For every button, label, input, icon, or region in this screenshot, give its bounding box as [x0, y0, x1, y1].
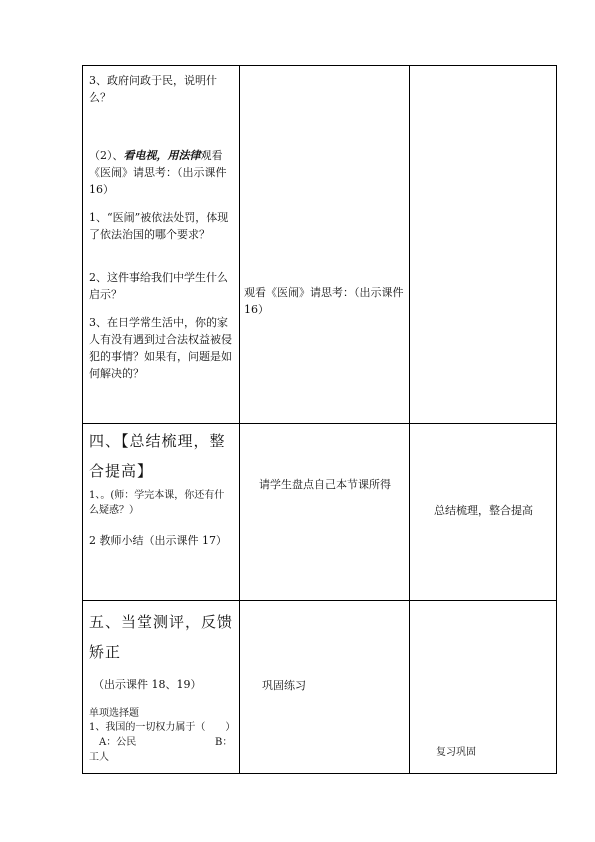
question-text: 2、这件事给我们中学生什么启示？	[89, 271, 228, 301]
activity-cell	[83, 424, 240, 601]
design-intent-cell	[410, 424, 557, 601]
cell-text: 总结梳理，整合提高	[434, 504, 533, 517]
cell-text: 请学生盘点自己本节课所得	[259, 478, 391, 491]
option-a: A：公民	[99, 737, 137, 748]
lesson-plan-table	[82, 65, 557, 774]
option-b-text: 工人	[89, 752, 109, 763]
table-row	[83, 66, 557, 424]
option-b: B：	[215, 737, 233, 748]
subheading-suffix: 观看《医闹》请思考：（出示课件 16）	[89, 149, 227, 196]
activity-cell	[83, 66, 240, 424]
design-intent-cell	[410, 66, 557, 424]
student-activity-cell	[240, 601, 410, 774]
cell-text: 复习巩固	[436, 747, 476, 758]
subheading-bold: 看电视，用法律	[123, 149, 201, 162]
section-heading: 四、【总结梳理，整合提高】	[89, 432, 226, 480]
student-activity-cell	[240, 424, 410, 601]
cell-text: 巩固练习	[262, 679, 306, 692]
cell-text: 2 教师小结（出示课件 17）	[89, 534, 227, 547]
table-row	[83, 601, 557, 774]
design-intent-cell	[410, 601, 557, 774]
question-text: 3、在日学常生活中，你的家人有没有遇到过合法权益被侵犯的事情？如果有，问题是如何解决的？	[89, 316, 232, 380]
subheading-prefix: （2）、	[89, 149, 124, 162]
table-row	[83, 424, 557, 601]
cell-text: 1、我国的一切权力属于（ ）	[89, 722, 236, 733]
question-text: 1、“医闹”被依法处罚，体现了依法治国的哪个要求？	[89, 211, 229, 241]
activity-cell	[83, 601, 240, 774]
cell-text: 观看《医闹》请思考：（出示课件 16）	[244, 286, 404, 316]
student-activity-cell	[240, 66, 410, 424]
cell-text: （出示课件 18、19）	[93, 678, 202, 691]
question-text: 3、政府问政于民，说明什么？	[89, 74, 217, 104]
section-subheading	[89, 147, 234, 198]
section-heading: 五、当堂测评，反馈矫正	[89, 613, 234, 661]
cell-text: 单项选择题	[89, 708, 139, 719]
cell-text: 1、。(师：学完本课，你还有什么疑惑？）	[89, 490, 225, 516]
